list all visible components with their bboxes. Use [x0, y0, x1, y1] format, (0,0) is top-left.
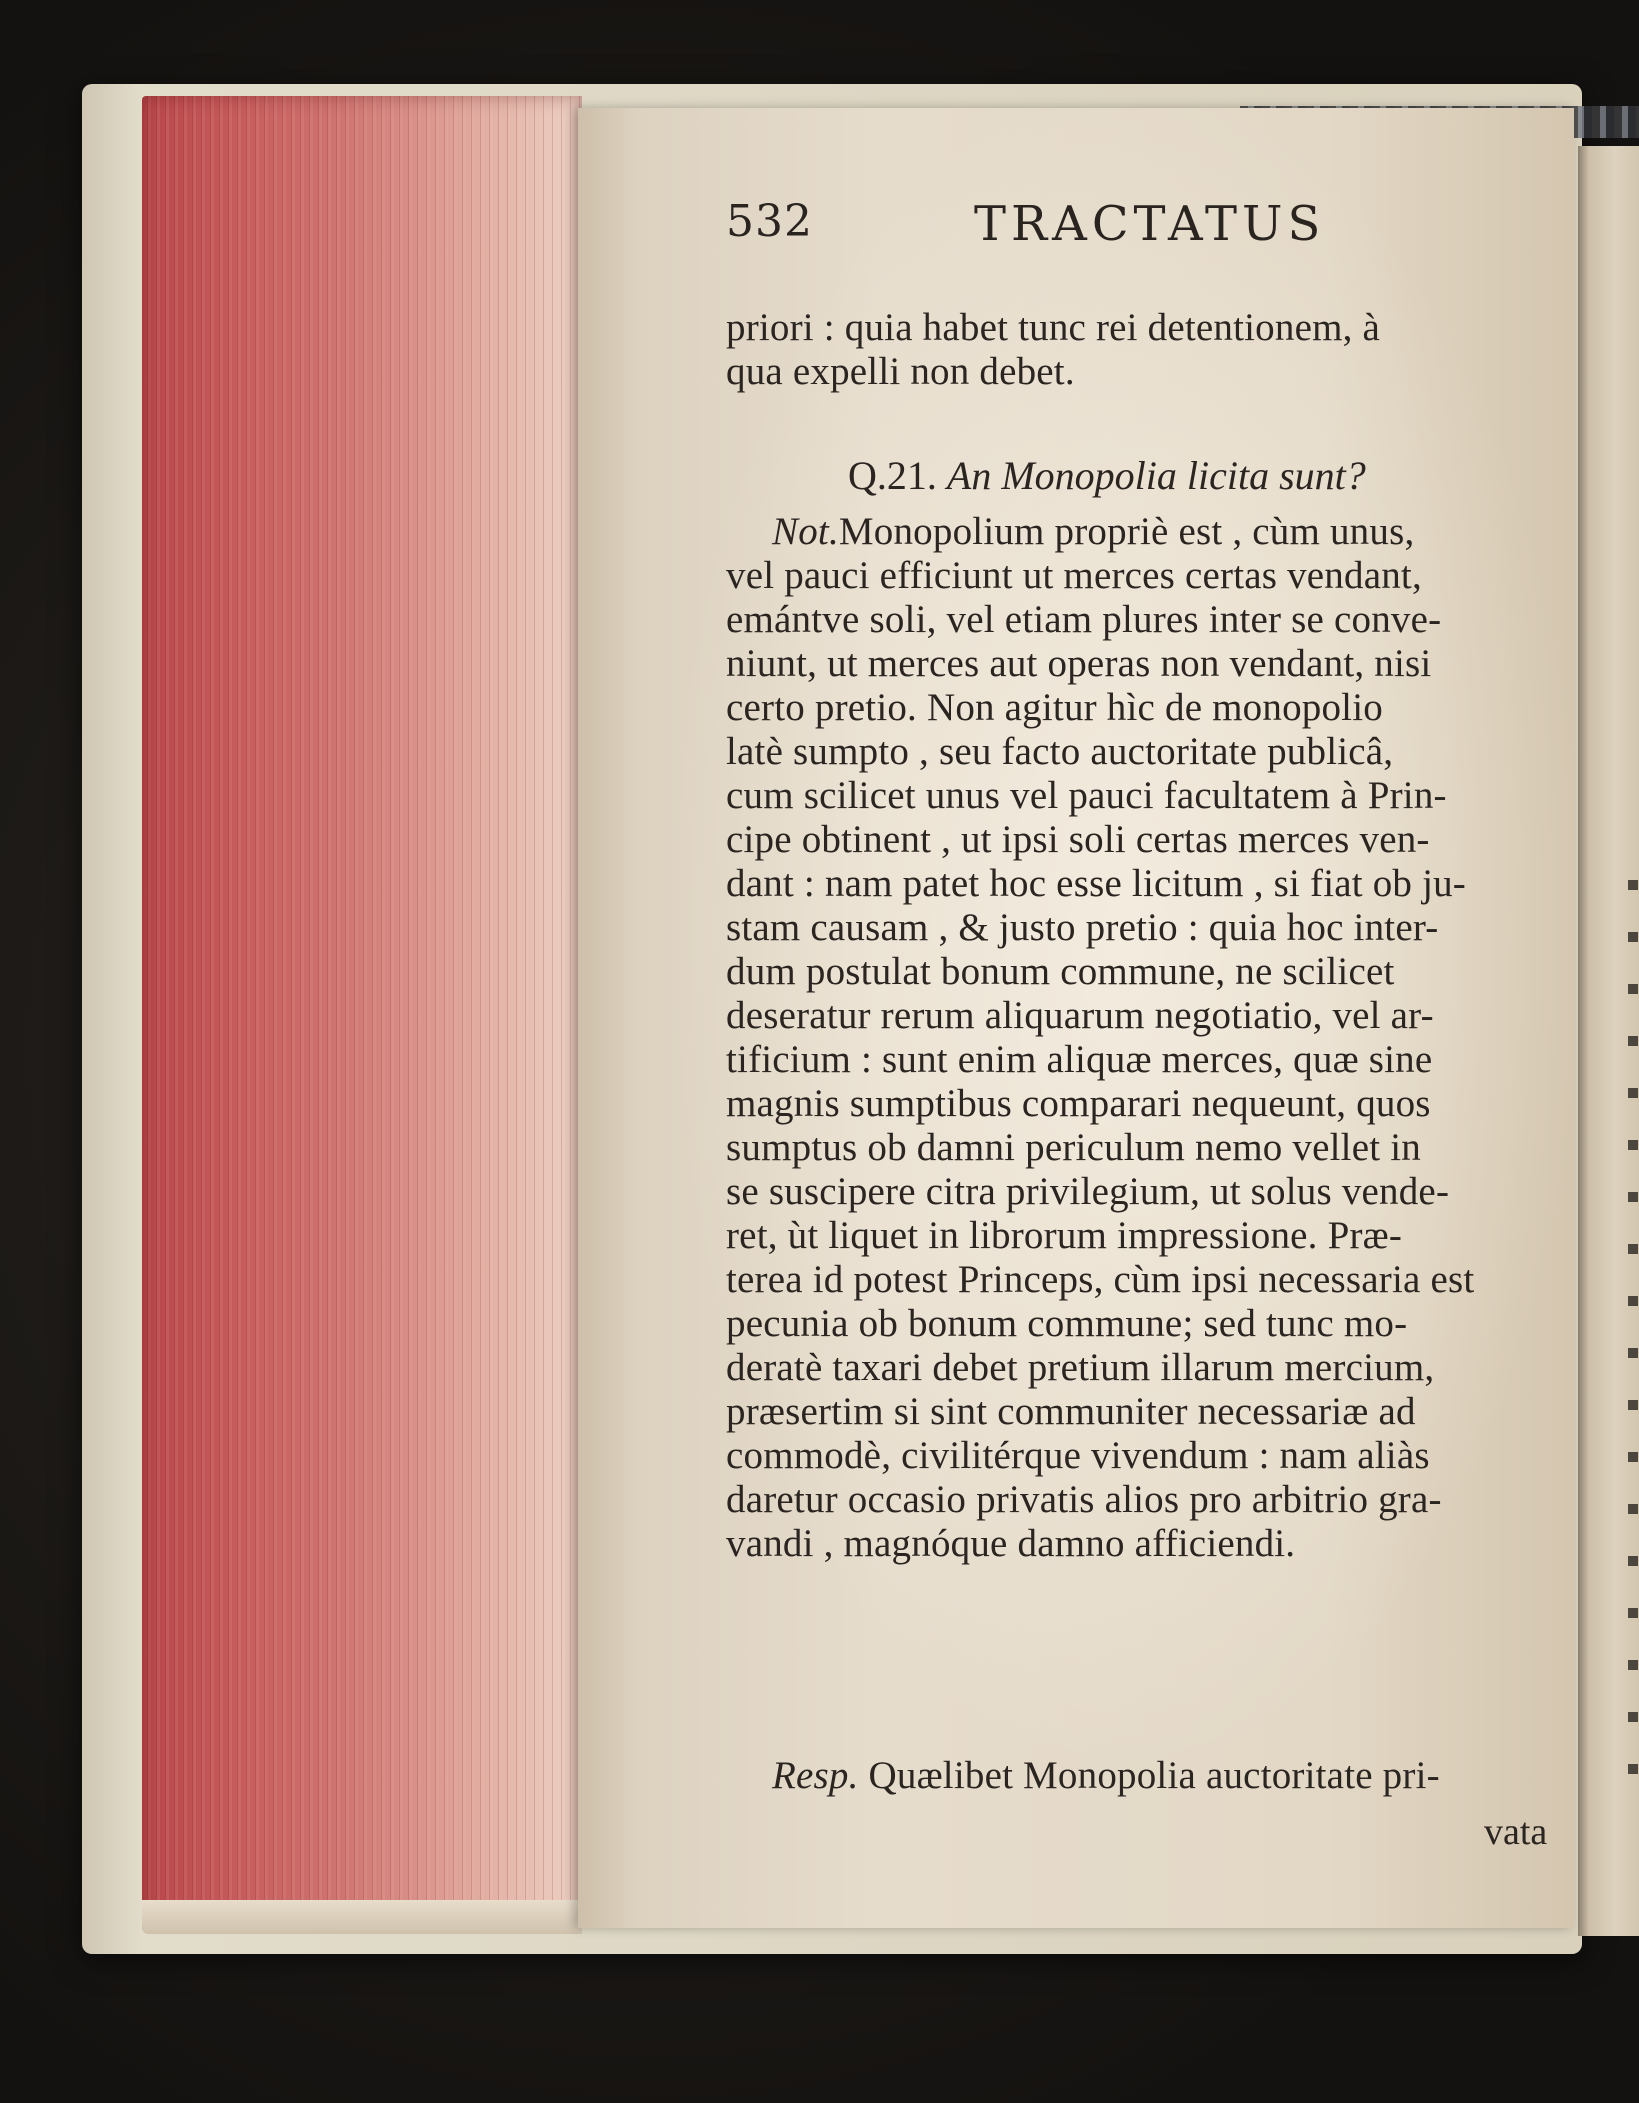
note-line: Monopolium propriè est , cùm unus, — [838, 510, 1415, 553]
catchword: vata — [1484, 1811, 1548, 1853]
note-line: deratè taxari debet pretium illarum mercium, — [726, 1346, 1435, 1389]
note-line: commodè, civilitérque vivendum : nam aliàs — [726, 1434, 1430, 1477]
note-line: dum postulat bonum commune, ne scilicet — [726, 950, 1395, 993]
question-text: An Monopolia licita sunt? — [946, 453, 1366, 498]
note-line: certo pretio. Non agitur hìc de monopolio — [726, 686, 1383, 729]
page-stack-bottom — [142, 1900, 582, 1934]
note-line: magnis sumptibus comparari nequeunt, quos — [726, 1082, 1431, 1125]
question-number: Q.21. — [848, 453, 937, 498]
note-first-line — [772, 512, 1414, 552]
page-number: 532 — [726, 196, 813, 247]
note-line: se suscipere citra privilegium, ut solus vende- — [726, 1170, 1450, 1213]
response-line — [772, 1756, 1440, 1796]
note-line: latè sumpto , seu facto auctoritate publicâ, — [726, 730, 1394, 773]
response-text: Quælibet Monopolia auctoritate pri- — [868, 1754, 1440, 1797]
note-line: præsertim si sint communiter necessariæ ad — [726, 1390, 1416, 1433]
running-head — [578, 196, 1574, 276]
note-line: vandi , magnóque damno afficiendi. — [726, 1522, 1296, 1565]
note-line: cipe obtinent , ut ipsi soli certas merces ven- — [726, 818, 1430, 861]
note-label: Not. — [772, 510, 839, 553]
note-line: dant : nam patet hoc esse licitum , si fiat ob ju- — [726, 862, 1466, 905]
facing-page-text-marks — [1628, 880, 1638, 1780]
note-line: emántve soli, vel etiam plures inter se conve- — [726, 598, 1442, 641]
note-line: cum scilicet unus vel pauci facultatem à Prin- — [726, 774, 1447, 817]
response-label: Resp. — [772, 1754, 859, 1797]
text-line: qua expelli non debet. — [726, 350, 1075, 393]
note-line: ret, ùt liquet in librorum impressione. Præ- — [726, 1214, 1403, 1257]
text-line: priori : quia habet tunc rei detentionem, à — [726, 306, 1381, 349]
note-line: sumptus ob damni periculum nemo vellet in — [726, 1126, 1421, 1169]
printed-page — [578, 108, 1574, 1928]
note-line: stam causam , & justo pretio : quia hoc inter- — [726, 906, 1439, 949]
note-line: pecunia ob bonum commune; sed tunc mo- — [726, 1302, 1408, 1345]
note-line: terea id potest Princeps, cùm ipsi necessaria est — [726, 1258, 1475, 1301]
note-line: vel pauci efficiunt ut merces certas vendant, — [726, 554, 1422, 597]
running-title: TRACTATUS — [974, 196, 1326, 252]
red-sprinkled-fore-edge — [142, 96, 582, 1926]
question-heading — [848, 452, 1366, 499]
note-line: deseratur rerum aliquarum negotiatio, vel ar- — [726, 994, 1434, 1037]
note-line: daretur occasio privatis alios pro arbitrio gra- — [726, 1478, 1442, 1521]
note-line: niunt, ut merces aut operas non vendant, nisi — [726, 642, 1432, 685]
note-line: tificium : sunt enim aliquæ merces, quæ sine — [726, 1038, 1433, 1081]
